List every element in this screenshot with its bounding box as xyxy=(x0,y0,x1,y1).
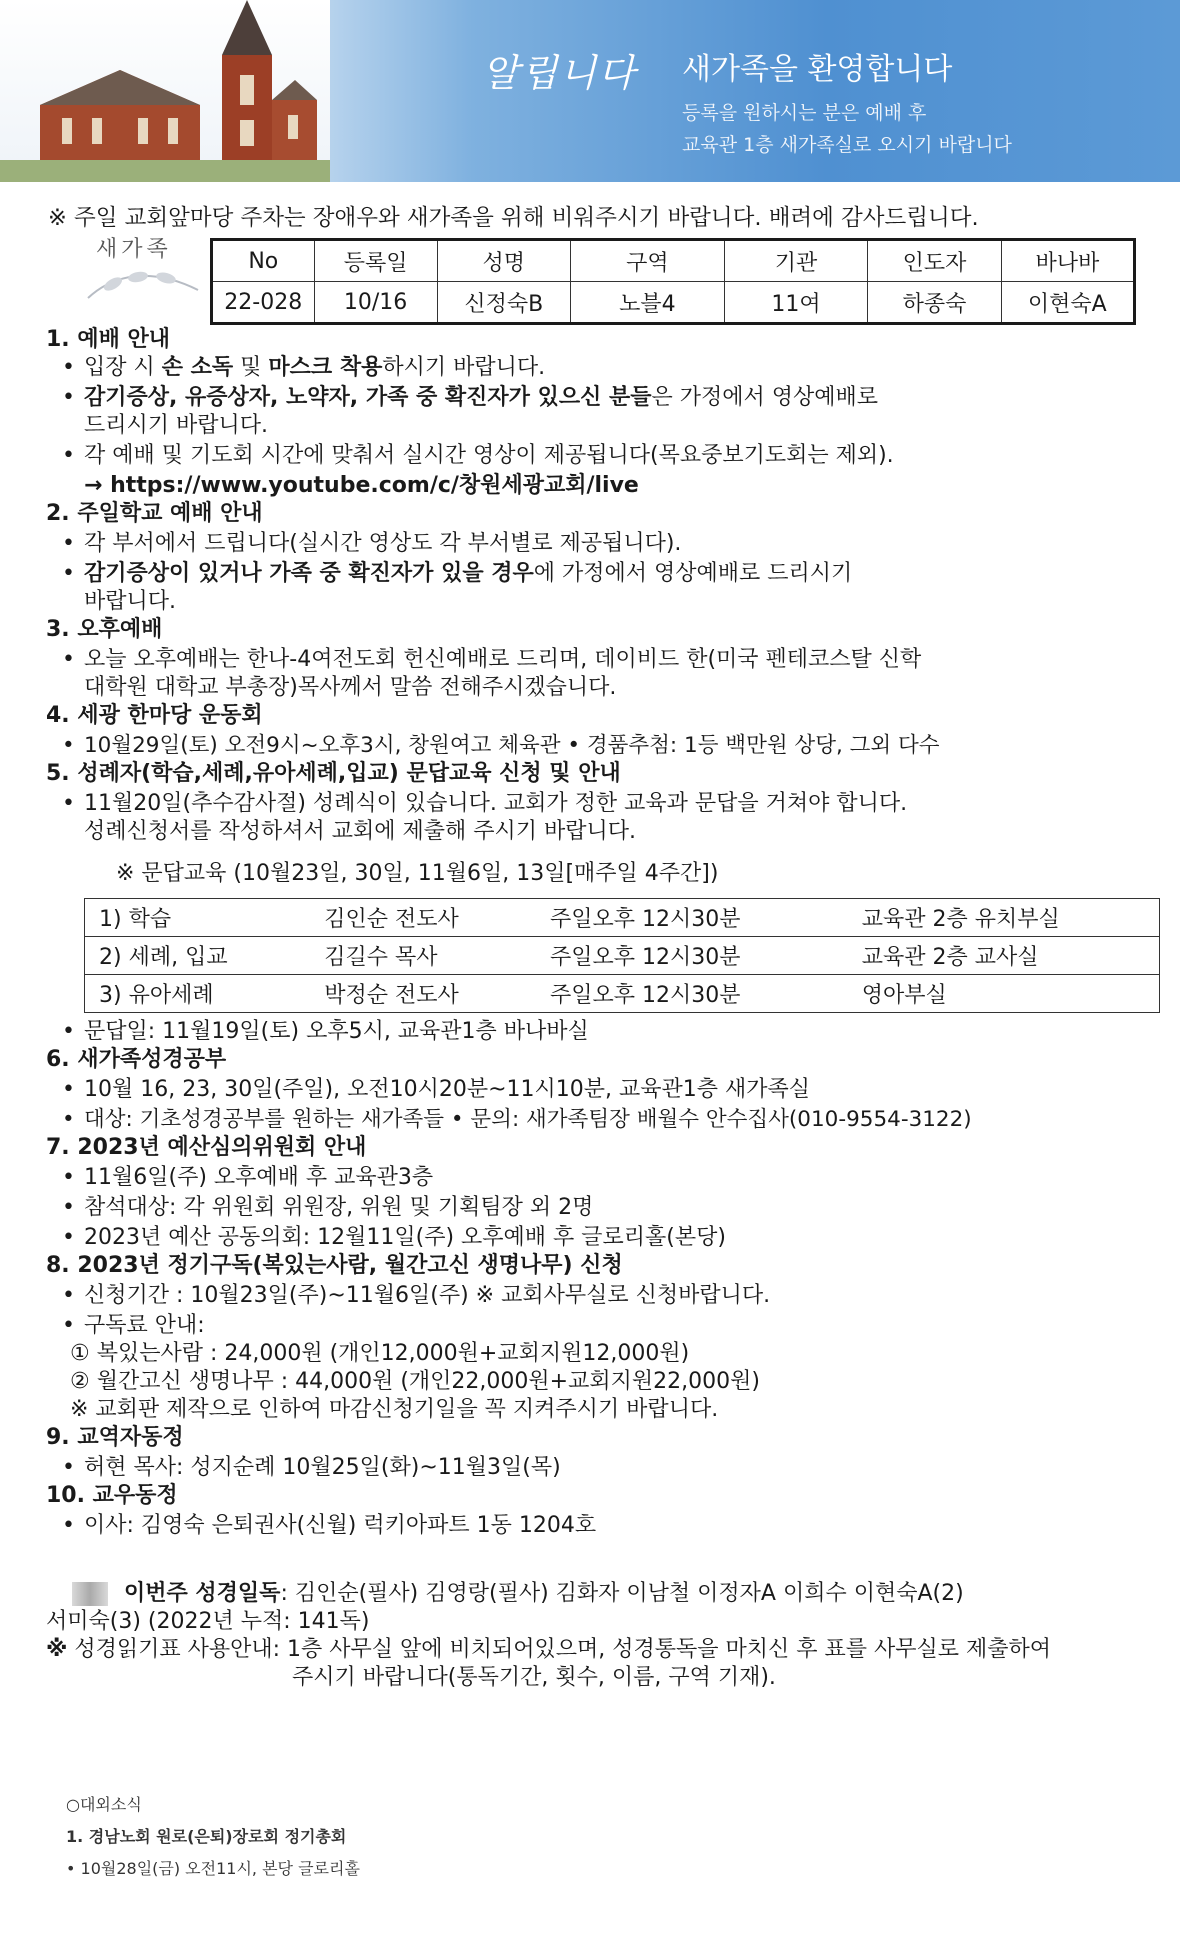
section-3-heading xyxy=(46,616,162,644)
section-number: 4. xyxy=(46,703,70,728)
section-2-bullet-2 xyxy=(62,560,852,588)
section-title: 주일학교 예배 안내 xyxy=(77,501,263,526)
table-cell: 2) 세례, 입교 xyxy=(85,937,311,975)
section-title: 성례자(학습,세례,유아세례,입교) 문답교육 신청 및 안내 xyxy=(77,761,621,786)
external-news-item-detail: • 10월28일(금) 오전11시, 본당 글로리홀 xyxy=(66,1859,360,1878)
banner-subtitle-2: 교육관 1층 새가족실로 오시기 바랍니다 xyxy=(682,134,1012,156)
fee-note: ※ 교회판 제작으로 인하여 마감신청기일을 꼭 지켜주시기 바랍니다. xyxy=(70,1397,719,1422)
table-row xyxy=(85,899,1160,937)
text: 및 xyxy=(233,355,269,380)
table-cell: 박정순 전도사 xyxy=(310,975,536,1013)
section-5-heading xyxy=(46,760,621,788)
section-7-bullet-1: • 11월6일(주) 오후예배 후 교육관3층 xyxy=(62,1164,433,1192)
newcomer-label: 새가족 xyxy=(96,237,172,262)
reading-guide-note-cont: 주시기 바랍니다(통독기간, 횟수, 이름, 구역 기재). xyxy=(292,1665,776,1690)
header-cell: 등록일 xyxy=(314,240,437,282)
data-cell: 22-028 xyxy=(212,282,315,324)
section-2-bullet-1: • 각 부서에서 드립니다(실시간 영상도 각 부서별로 제공됩니다). xyxy=(62,530,681,558)
section-number: 9. xyxy=(46,1425,70,1450)
header-cell: 인도자 xyxy=(868,240,1001,282)
section-number: 3. xyxy=(46,617,70,642)
header-cell: 성명 xyxy=(437,240,570,282)
parking-notice: ※ 주일 교회앞마당 주차는 장애우와 새가족을 위해 비워주시기 바랍니다. 배려에 감사드립니다. xyxy=(48,205,979,231)
table-cell: 영아부실 xyxy=(848,975,1160,1013)
section-number: 1. xyxy=(46,327,70,352)
fee-item-2: ② 월간고신 생명나무 : 44,000원 (개인22,000원+교회지원22,000원) xyxy=(70,1369,760,1394)
section-1-bullet-3: • 각 예배 및 기도회 시간에 맞춰서 실시간 영상이 제공됩니다(목요중보기도회는 제외). xyxy=(62,442,894,470)
section-2-heading xyxy=(46,500,263,528)
section-title: 2023년 정기구독(복있는사람, 월간고신 생명나무) 신청 xyxy=(77,1253,623,1278)
section-1-heading xyxy=(46,326,170,354)
text: 에 가정에서 영상예배로 드리시기 xyxy=(533,561,853,586)
section-6-heading xyxy=(46,1046,226,1074)
section-8-bullet-2: • 구독료 안내: xyxy=(62,1312,205,1340)
section-4-bullet-1: • 10월29일(토) 오전9시~오후3시, 창원여고 체육관 • 경품추첨: 1등 백만원 상당, 그외 다수 xyxy=(62,732,940,760)
header-banner xyxy=(0,0,1180,182)
banner-subtitle-1: 등록을 원하시는 분은 예배 후 xyxy=(682,102,927,124)
data-cell: 이현숙A xyxy=(1001,282,1134,324)
section-9-heading xyxy=(46,1424,184,1452)
reading-guide-note xyxy=(46,1636,1051,1664)
section-6-bullet-1: • 10월 16, 23, 30일(주일), 오전10시20분~11시10분, 교육관1층 새가족실 xyxy=(62,1076,810,1104)
section-1-bullet-2-cont: 드리시기 바랍니다. xyxy=(84,413,269,438)
section-6-bullet-2: • 대상: 기초성경공부를 원하는 새가족들 • 문의: 새가족팀장 배월수 안수집사(010-9554-3122) xyxy=(62,1106,972,1134)
section-number: 6. xyxy=(46,1047,70,1072)
section-10-bullet-1: • 이사: 김영숙 은퇴권사(신월) 럭키아파트 1동 1204호 xyxy=(62,1512,596,1540)
section-title: 새가족성경공부 xyxy=(77,1047,227,1072)
banner-welcome: 새가족을 환영합니다 xyxy=(682,52,953,87)
data-cell: 노블4 xyxy=(570,282,724,324)
reading-label: 이번주 성경일독 xyxy=(124,1581,281,1606)
bold-text: 감기증상, 유증상자, 노약자, 가족 중 확진자가 있으신 분들 xyxy=(84,385,652,410)
header-cell: 기관 xyxy=(724,240,868,282)
section-title: 교우동정 xyxy=(92,1483,178,1508)
newcomer-data-row xyxy=(212,282,1135,324)
header-cell: 구역 xyxy=(570,240,724,282)
section-2-bullet-2-cont: 바랍니다. xyxy=(84,589,177,614)
table-cell: 교육관 2층 교사실 xyxy=(848,937,1160,975)
newcomer-header-row xyxy=(212,240,1135,282)
section-9-bullet-1: • 허현 목사: 성지순례 10월25일(화)~11월3일(목) xyxy=(62,1454,561,1482)
section-5-bullet-1: • 11월20일(추수감사절) 성례식이 있습니다. 교회가 정한 교육과 문답을 거쳐야 합니다. xyxy=(62,790,907,818)
section-number: 2. xyxy=(46,501,70,526)
section-4-heading xyxy=(46,702,263,730)
table-cell: 주일오후 12시30분 xyxy=(536,937,848,975)
note-mark: ※ xyxy=(46,1637,68,1662)
bold-text: 마스크 착용 xyxy=(268,355,383,380)
section-3-bullet-1-cont: 대학원 대학교 부총장)목사께서 말씀 전해주시겠습니다. xyxy=(84,675,617,700)
fee-item-1: ① 복있는사람 : 24,000원 (개인12,000원+교회지원12,000원) xyxy=(70,1341,690,1366)
text: 하시기 바랍니다. xyxy=(382,355,546,380)
section-3-bullet-1: • 오늘 오후예배는 한나-4여전도회 헌신예배로 드리며, 데이비드 한(미국 펜테코스탈 신학 xyxy=(62,646,921,674)
section-8-bullet-1: • 신청기간 : 10월23일(주)~11월6일(주) ※ 교회사무실로 신청바랍니다. xyxy=(62,1282,770,1310)
table-cell: 주일오후 12시30분 xyxy=(536,975,848,1013)
table-cell: 3) 유아세례 xyxy=(85,975,311,1013)
banner-title: 알립니다 xyxy=(482,51,637,95)
section-title: 2023년 예산심의위원회 안내 xyxy=(77,1135,367,1160)
external-news-item-title: 1. 경남노회 원로(은퇴)장로회 정기총회 xyxy=(66,1827,347,1846)
section-title: 교역자동정 xyxy=(77,1425,184,1450)
table-row xyxy=(85,937,1160,975)
header-cell: No xyxy=(212,240,315,282)
text: 은 가정에서 영상예배로 xyxy=(651,385,878,410)
header-cell: 바나바 xyxy=(1001,240,1134,282)
data-cell: 10/16 xyxy=(314,282,437,324)
table-cell: 주일오후 12시30분 xyxy=(536,899,848,937)
section-title: 세광 한마당 운동회 xyxy=(77,703,263,728)
section-title: 오후예배 xyxy=(77,617,163,642)
section-number: 7. xyxy=(46,1135,70,1160)
newcomer-table xyxy=(210,238,1136,325)
bible-reading-cont: 서미숙(3) (2022년 누적: 141독) xyxy=(46,1609,370,1634)
section-7-heading xyxy=(46,1134,366,1162)
table-cell: 1) 학습 xyxy=(85,899,311,937)
section-number: 8. xyxy=(46,1253,70,1278)
bold-text: 손 소독 xyxy=(161,355,234,380)
leaf-decoration-icon xyxy=(78,260,208,304)
data-cell: 하종숙 xyxy=(868,282,1001,324)
section-7-bullet-3: • 2023년 예산 공동의회: 12월11일(주) 오후예배 후 글로리홀(본당) xyxy=(62,1224,726,1252)
section-5-bullet-2: • 문답일: 11월19일(토) 오후5시, 교육관1층 바나바실 xyxy=(62,1018,589,1046)
section-1-bullet-1 xyxy=(62,354,545,382)
table-cell: 김길수 목사 xyxy=(310,937,536,975)
catechism-schedule-note: ※ 문답교육 (10월23일, 30일, 11월6일, 13일[매주일 4주간]) xyxy=(116,861,719,886)
section-number: 10. xyxy=(46,1483,85,1508)
table-row xyxy=(85,975,1160,1013)
section-7-bullet-2: • 참석대상: 각 위원회 위원장, 위원 및 기획팀장 외 2명 xyxy=(62,1194,593,1222)
section-title: 예배 안내 xyxy=(77,327,171,352)
section-8-heading xyxy=(46,1252,623,1280)
church-illustration xyxy=(0,0,330,182)
data-cell: 11여 xyxy=(724,282,868,324)
reading-icon xyxy=(72,1582,108,1606)
data-cell: 신정숙B xyxy=(437,282,570,324)
table-cell: 김인순 전도사 xyxy=(310,899,536,937)
bible-reading-line xyxy=(72,1580,964,1608)
table-cell: 교육관 2층 유치부실 xyxy=(848,899,1160,937)
bold-text: 감기증상이 있거나 가족 중 확진자가 있을 경우 xyxy=(84,561,534,586)
external-news-header: ○대외소식 xyxy=(66,1795,142,1814)
section-5-bullet-1-cont: 성례신청서를 작성하셔서 교회에 제출해 주시기 바랍니다. xyxy=(84,819,637,844)
reading-names: : 김인순(필사) 김영랑(필사) 김화자 이남철 이정자A 이희수 이현숙A(2) xyxy=(280,1581,964,1606)
catechism-table xyxy=(84,898,1160,1013)
section-10-heading xyxy=(46,1482,178,1510)
note-text: 성경읽기표 사용안내: 1층 사무실 앞에 비치되어있으며, 성경통독을 마치신 후 표를 사무실로 제출하여 xyxy=(67,1637,1052,1662)
section-1-bullet-2 xyxy=(62,384,878,412)
section-number: 5. xyxy=(46,761,70,786)
text: 입장 시 xyxy=(84,355,162,380)
youtube-link[interactable]: → https://www.youtube.com/c/창원세광교회/live xyxy=(84,473,639,498)
